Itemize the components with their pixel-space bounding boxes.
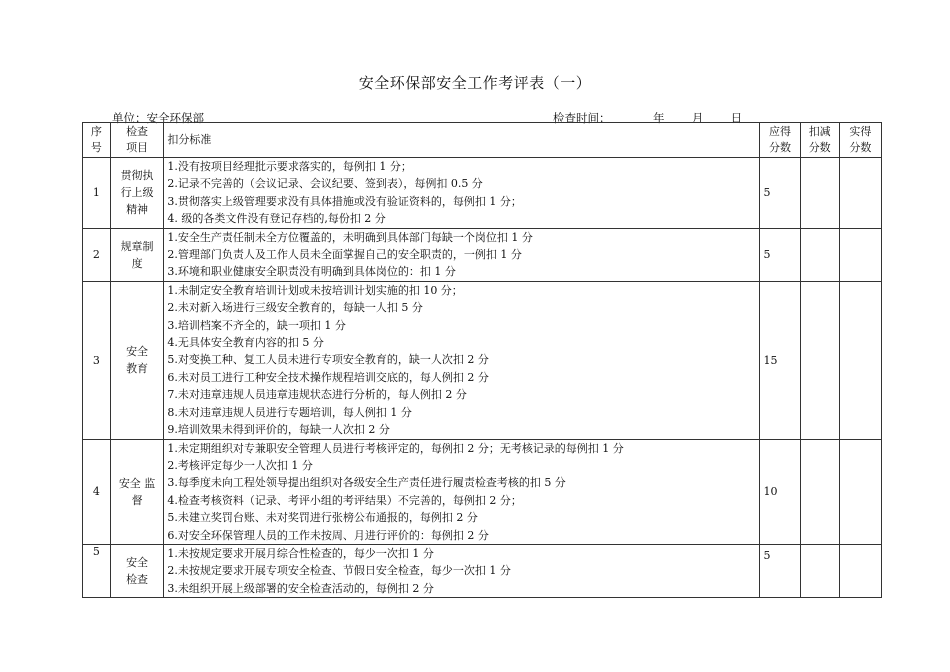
row-number: 4 <box>83 439 111 544</box>
standard-line: 4.检查考核资料（记录、考评小组的考评结果）不完善的，每例扣 2 分； <box>167 493 522 507</box>
header-deduct: 扣减 分数 <box>800 123 839 158</box>
actual-score-cell[interactable] <box>839 281 881 439</box>
header-standard: 扣分标准 <box>164 123 760 158</box>
standard-line: 7.未对违章违规人员违章违规状态进行分析的，每人例扣 2 分 <box>167 388 467 402</box>
table-row <box>83 228 882 281</box>
header-score: 应得 分数 <box>760 123 800 158</box>
deducted-score-cell[interactable] <box>800 544 839 597</box>
standard-line: 2.管理部门负责人及工作人员未全面掌握自己的安全职责的，一例扣 1 分 <box>167 248 522 262</box>
header-item: 检查 项目 <box>110 123 164 158</box>
table-header-row <box>83 123 882 158</box>
check-item <box>110 228 164 281</box>
check-item-line: 教育 <box>126 362 149 376</box>
standard-line: 6.未对员工进行工种安全技术操作规程培训交底的，每人例扣 2 分 <box>167 370 489 384</box>
actual-score-cell[interactable] <box>839 439 881 544</box>
standard-line: 2.未对新入场进行三级安全教育的，每缺一人扣 5 分 <box>167 301 423 315</box>
deduction-standard <box>164 439 760 544</box>
check-item-line: 精神 <box>126 203 149 217</box>
check-item-line: 度 <box>131 256 143 270</box>
standard-line: 3.培训档案不齐全的，缺一项扣 1 分 <box>167 318 346 332</box>
page-title: 安全环保部安全工作考评表（一） <box>358 74 592 92</box>
standard-line: 2.考核评定每少一人次扣 1 分 <box>167 458 313 472</box>
check-item <box>110 158 164 229</box>
standard-line: 6.对安全环保管理人员的工作未按周、月进行评价的：每例扣 2 分 <box>167 528 489 542</box>
standard-line: 1.安全生产责任制未全方位覆盖的，未明确到具体部门每缺一个岗位扣 1 分 <box>167 230 533 244</box>
required-score: 15 <box>760 281 800 439</box>
standard-line: 1.未定期组织对专兼职安全管理人员进行考核评定的，每例扣 2 分；无考核记录的每例扣 1 分 <box>167 441 624 455</box>
standard-line: 2.未按规定要求开展专项安全检查、节假日安全检查，每少一次扣 1 分 <box>167 564 511 578</box>
table-row <box>83 281 882 439</box>
standard-line: 1.未制定安全教育培训计划或未按培训计划实施的扣 10 分； <box>167 283 463 297</box>
standard-line: 3.未组织开展上级部署的安全检查活动的，每例扣 2 分 <box>167 581 434 595</box>
table-row <box>83 439 882 544</box>
table-row <box>83 158 882 229</box>
standard-line: 1.未按规定要求开展月综合性检查的，每少一次扣 1 分 <box>167 546 434 560</box>
header-actual: 实得 分数 <box>839 123 881 158</box>
row-number: 2 <box>83 228 111 281</box>
standard-line: 8.未对违章违规人员进行专题培训，每人例扣 1 分 <box>167 405 412 419</box>
check-time-label: 检查时间： <box>553 111 611 125</box>
standard-line: 2.记录不完善的（会议记录、会议纪要、签到表），每例扣 0.5 分 <box>167 177 483 191</box>
row-number: 3 <box>83 281 111 439</box>
required-score: 10 <box>760 439 800 544</box>
required-score: 5 <box>760 544 800 597</box>
check-item <box>110 439 164 544</box>
required-score: 5 <box>760 228 800 281</box>
actual-score-cell[interactable] <box>839 228 881 281</box>
actual-score-cell[interactable] <box>839 158 881 229</box>
evaluation-table <box>82 122 882 598</box>
standard-line: 3.贯彻落实上级管理要求没有具体措施或没有验证资料的，每例扣 1 分； <box>167 194 522 208</box>
standard-line: 3.每季度未向工程处领导提出组织对各级安全生产责任进行履责检查考核的扣 5 分 <box>167 476 566 490</box>
standard-line: 1.没有按项目经理批示要求落实的，每例扣 1 分； <box>167 160 412 173</box>
check-item-line: 督 <box>131 493 143 507</box>
deduction-standard <box>164 544 760 597</box>
deducted-score-cell[interactable] <box>800 158 839 229</box>
standard-line: 9.培训效果未得到评价的，每缺一人次扣 2 分 <box>167 423 390 437</box>
standard-line: 5.对变换工种、复工人员未进行专项安全教育的，缺一人次扣 2 分 <box>167 353 489 367</box>
check-item-line: 贯彻执 <box>120 169 154 183</box>
header-no: 序 号 <box>83 123 111 158</box>
actual-score-cell[interactable] <box>839 544 881 597</box>
row-number: 5 <box>83 544 111 597</box>
check-item <box>110 544 164 597</box>
date-year: 年 <box>653 111 665 125</box>
date-day: 日 <box>730 111 743 125</box>
check-item-line: 规章制 <box>120 239 154 253</box>
unit-label: 单位：安全环保部 <box>112 111 204 125</box>
standard-line: 4. 级的各类文件没有登记存档的,每份扣 2 分 <box>167 212 386 226</box>
check-item-line: 安全 <box>126 345 149 359</box>
deducted-score-cell[interactable] <box>800 439 839 544</box>
deduction-standard <box>164 228 760 281</box>
standard-line: 3.环境和职业健康安全职责没有明确到具体岗位的：扣 1 分 <box>167 265 456 279</box>
check-item-line: 安全 监 <box>118 476 156 490</box>
standard-line: 4.无具体安全教育内容的扣 5 分 <box>167 336 324 350</box>
check-item-line: 行上级 <box>120 186 154 200</box>
check-item-line: 检查 <box>126 573 149 587</box>
date-month: 月 <box>691 111 704 125</box>
check-item <box>110 281 164 439</box>
deduction-standard <box>164 158 760 229</box>
deducted-score-cell[interactable] <box>800 281 839 439</box>
required-score: 5 <box>760 158 800 229</box>
deducted-score-cell[interactable] <box>800 228 839 281</box>
table-row <box>83 544 882 597</box>
deduction-standard <box>164 281 760 439</box>
standard-line: 5.未建立奖罚台账、未对奖罚进行张榜公布通报的，每例扣 2 分 <box>167 511 478 525</box>
row-number: 1 <box>83 158 111 229</box>
check-item-line: 安全 <box>126 556 149 570</box>
